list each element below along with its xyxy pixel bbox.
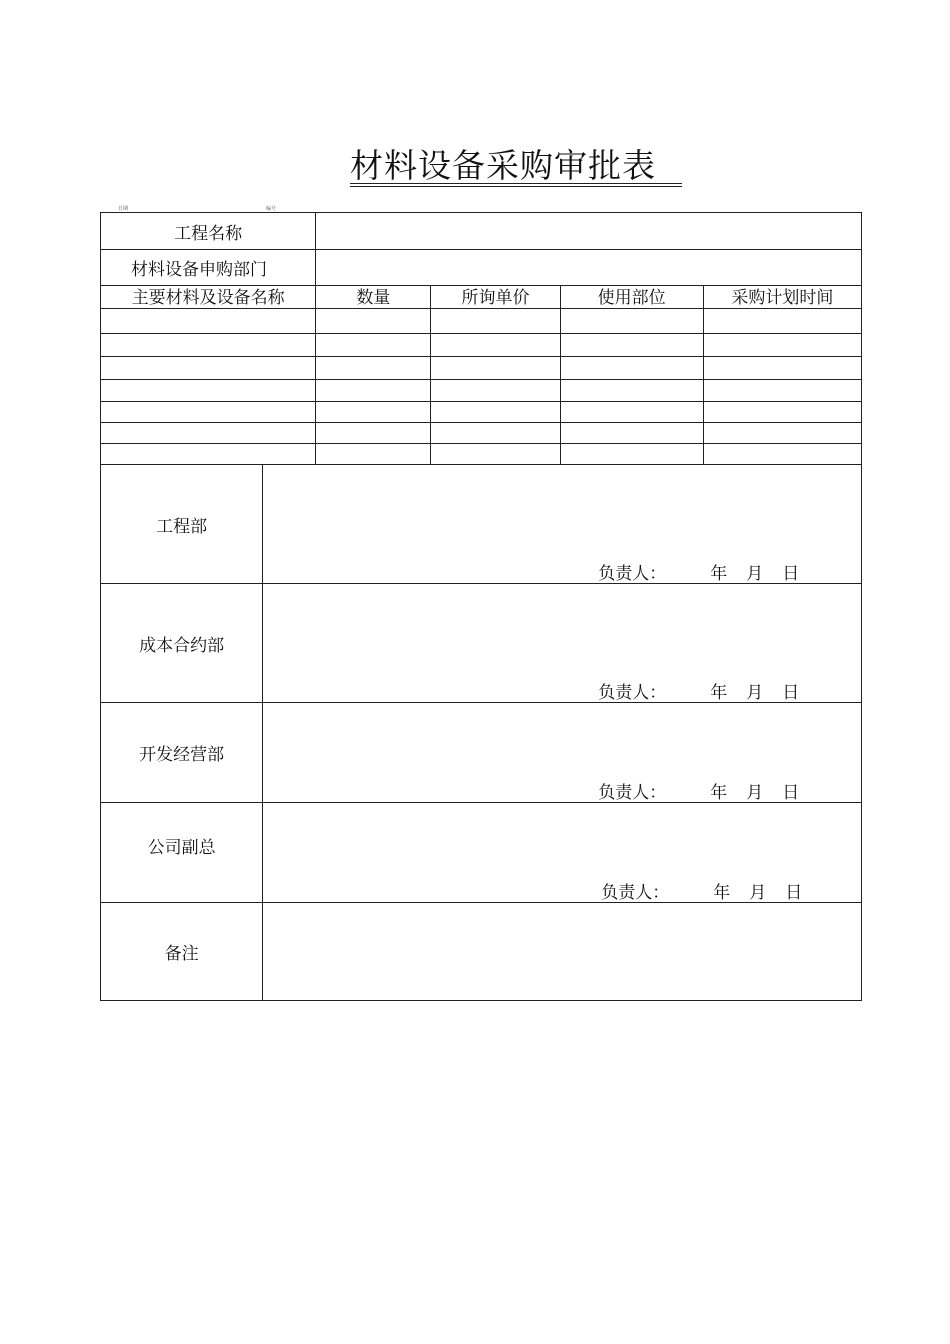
cell-quantity[interactable] [316,380,431,402]
month-label: 月 [746,683,764,703]
signature-line [598,683,799,703]
signature-line [598,564,799,584]
approval-dept-label: 公司副总 [101,803,263,903]
cell-usage-location[interactable] [560,357,703,380]
cell-plan-time[interactable] [703,444,861,465]
day-label: 日 [782,783,800,803]
approval-dept-label: 开发经营部 [101,703,263,803]
month-label: 月 [749,883,767,903]
approval-row-development [101,703,862,803]
approval-dept-label: 工程部 [101,465,263,584]
cell-unit-price[interactable] [431,309,560,334]
cell-material-name[interactable] [101,444,316,465]
remarks-field[interactable] [263,903,862,1001]
cell-material-name[interactable] [101,334,316,357]
cell-unit-price[interactable] [431,444,560,465]
signature-line [598,783,799,803]
cell-quantity[interactable] [316,402,431,423]
cell-quantity[interactable] [316,357,431,380]
cell-plan-time[interactable] [703,357,861,380]
approval-row-cost-contract [101,584,862,703]
year-label: 年 [713,883,731,903]
table-row [101,380,862,402]
cell-plan-time[interactable] [703,423,861,444]
month-label: 月 [746,564,764,584]
year-label: 年 [710,783,728,803]
approval-row-engineering [101,465,862,584]
cell-usage-location[interactable] [560,402,703,423]
date-small-label: 日期 [118,206,129,212]
table-row [101,309,862,334]
approval-row-vice-president [101,803,862,903]
approval-opinion-field[interactable] [263,803,862,903]
approval-opinion-field[interactable] [263,703,862,803]
header-plan-time: 采购计划时间 [703,286,861,309]
cell-usage-location[interactable] [560,380,703,402]
approval-opinion-field[interactable] [263,465,862,584]
project-name-label: 工程名称 [101,213,316,250]
approval-opinion-field[interactable] [263,584,862,703]
cell-material-name[interactable] [101,357,316,380]
project-name-field[interactable] [316,213,862,250]
cell-usage-location[interactable] [560,309,703,334]
cell-plan-time[interactable] [703,334,861,357]
cell-quantity[interactable] [316,309,431,334]
table-row [101,334,862,357]
cell-unit-price[interactable] [431,380,560,402]
dept-field[interactable] [316,250,862,286]
items-header-row [101,286,862,309]
table-row [101,444,862,465]
signer-label: 负责人： [598,683,667,703]
dept-label: 材料设备申购部门 [101,250,316,286]
cell-material-name[interactable] [101,380,316,402]
header-material-name: 主要材料及设备名称 [101,286,316,309]
table-row [101,357,862,380]
cell-quantity[interactable] [316,444,431,465]
title-underline [350,183,682,184]
number-small-label: 编号 [266,206,277,212]
cell-usage-location[interactable] [560,334,703,357]
cell-material-name[interactable] [101,402,316,423]
table-row [101,402,862,423]
day-label: 日 [782,564,800,584]
remarks-label: 备注 [101,903,263,1001]
cell-material-name[interactable] [101,309,316,334]
cell-plan-time[interactable] [703,402,861,423]
cell-material-name[interactable] [101,423,316,444]
signer-label: 负责人： [598,783,667,803]
form-title: 材料设备采购审批表 [350,146,656,185]
signature-line [601,883,802,903]
approval-dept-label: 成本合约部 [101,584,263,703]
signer-label: 负责人： [598,564,667,584]
table-row [101,423,862,444]
title-underline-double [350,186,682,187]
procurement-form-table [100,212,862,1001]
header-quantity: 数量 [316,286,431,309]
day-label: 日 [785,883,803,903]
year-label: 年 [710,683,728,703]
cell-plan-time[interactable] [703,380,861,402]
signer-label: 负责人： [601,883,670,903]
cell-unit-price[interactable] [431,402,560,423]
remarks-row [101,903,862,1001]
cell-usage-location[interactable] [560,423,703,444]
cell-unit-price[interactable] [431,423,560,444]
header-unit-price: 所询单价 [431,286,560,309]
month-label: 月 [746,783,764,803]
cell-quantity[interactable] [316,423,431,444]
cell-usage-location[interactable] [560,444,703,465]
cell-unit-price[interactable] [431,357,560,380]
cell-unit-price[interactable] [431,334,560,357]
cell-plan-time[interactable] [703,309,861,334]
day-label: 日 [782,683,800,703]
cell-quantity[interactable] [316,334,431,357]
header-usage-location: 使用部位 [560,286,703,309]
year-label: 年 [710,564,728,584]
